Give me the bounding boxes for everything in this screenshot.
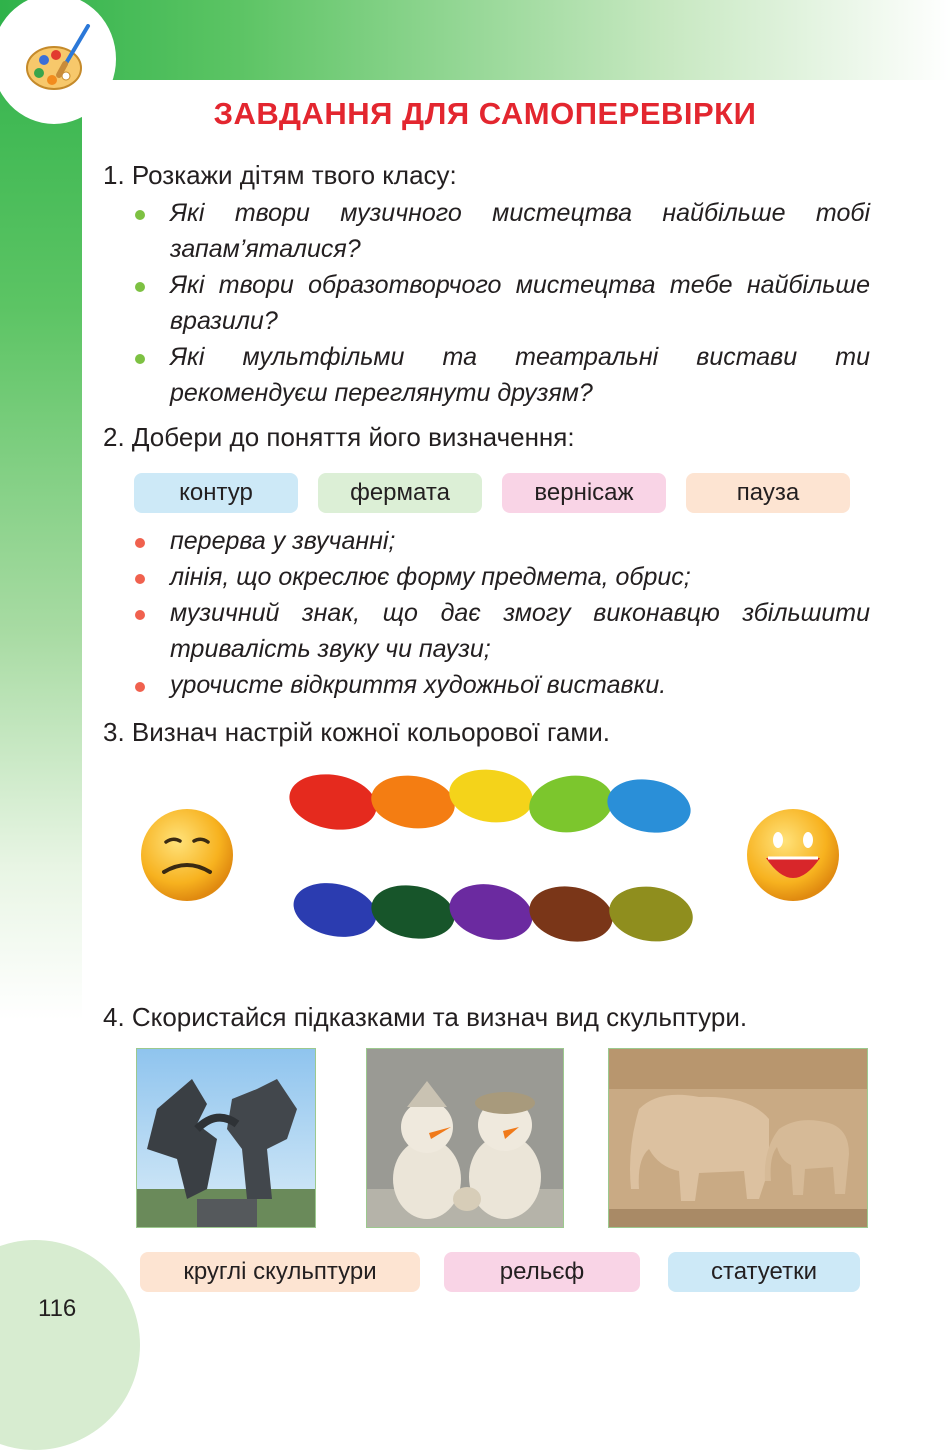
left-green-bar [0,0,82,1020]
green-bullet-icon [135,354,145,364]
question-1-title: 1. Розкажи дітям твого класу: [103,160,457,190]
list-item: Які твори образотворчого мистецтва тебе найбільше вразили? [170,267,870,339]
term-chip-pauza: пауза [686,473,850,513]
question-2-list [170,523,870,703]
list-item: лінія, що окреслює форму предмета, обрис; [170,559,870,595]
page-title: ЗАВДАННЯ ДЛЯ САМОПЕРЕВІРКИ [213,96,757,131]
term-chip-kontur: контур [134,473,298,513]
question-4-title: 4. Скористайся підказками та визнач вид скульптури. [103,1002,748,1032]
page-number: 116 [38,1295,77,1322]
sculpture-chip-relief: рельєф [444,1252,640,1292]
red-bullet-icon [135,538,145,548]
sculpture-chip-round: круглі скульптури [140,1252,420,1292]
question-1-list [170,195,870,411]
happy-face-icon [744,806,842,904]
list-item: Які твори музичного мистецтва найбільше тобі запам’яталися? [170,195,870,267]
color-scales-illustration [285,762,705,954]
red-bullet-icon [135,682,145,692]
list-item: перерва у звучанні; [170,523,870,559]
question-3-title: 3. Визнач настрій кожної кольорової гами. [103,717,610,747]
list-item: урочисте відкриття художньої виставки. [170,667,870,703]
elephant-relief-photo [608,1048,868,1228]
sculpture-chip-figurines: статуетки [668,1252,860,1292]
red-bullet-icon [135,574,145,584]
term-chip-fermata: фермата [318,473,482,513]
question-2-title: 2. Добери до поняття його визначення: [103,422,575,452]
snowmen-figurines-photo [366,1048,564,1228]
palette-icon [22,24,94,96]
bottom-corner-decoration [0,1240,140,1450]
red-bullet-icon [135,610,145,620]
sad-face-icon [138,806,236,904]
green-bullet-icon [135,210,145,220]
top-gradient-band [0,0,952,80]
dragon-sculpture-photo [136,1048,316,1228]
list-item: Які мультфільми та театральні вистави ти рекомендуєш переглянути друзям? [170,339,870,411]
term-chip-vernisazh: вернісаж [502,473,666,513]
list-item: музичний знак, що дає змогу виконавцю збільшити тривалість звуку чи паузи; [170,595,870,667]
green-bullet-icon [135,282,145,292]
